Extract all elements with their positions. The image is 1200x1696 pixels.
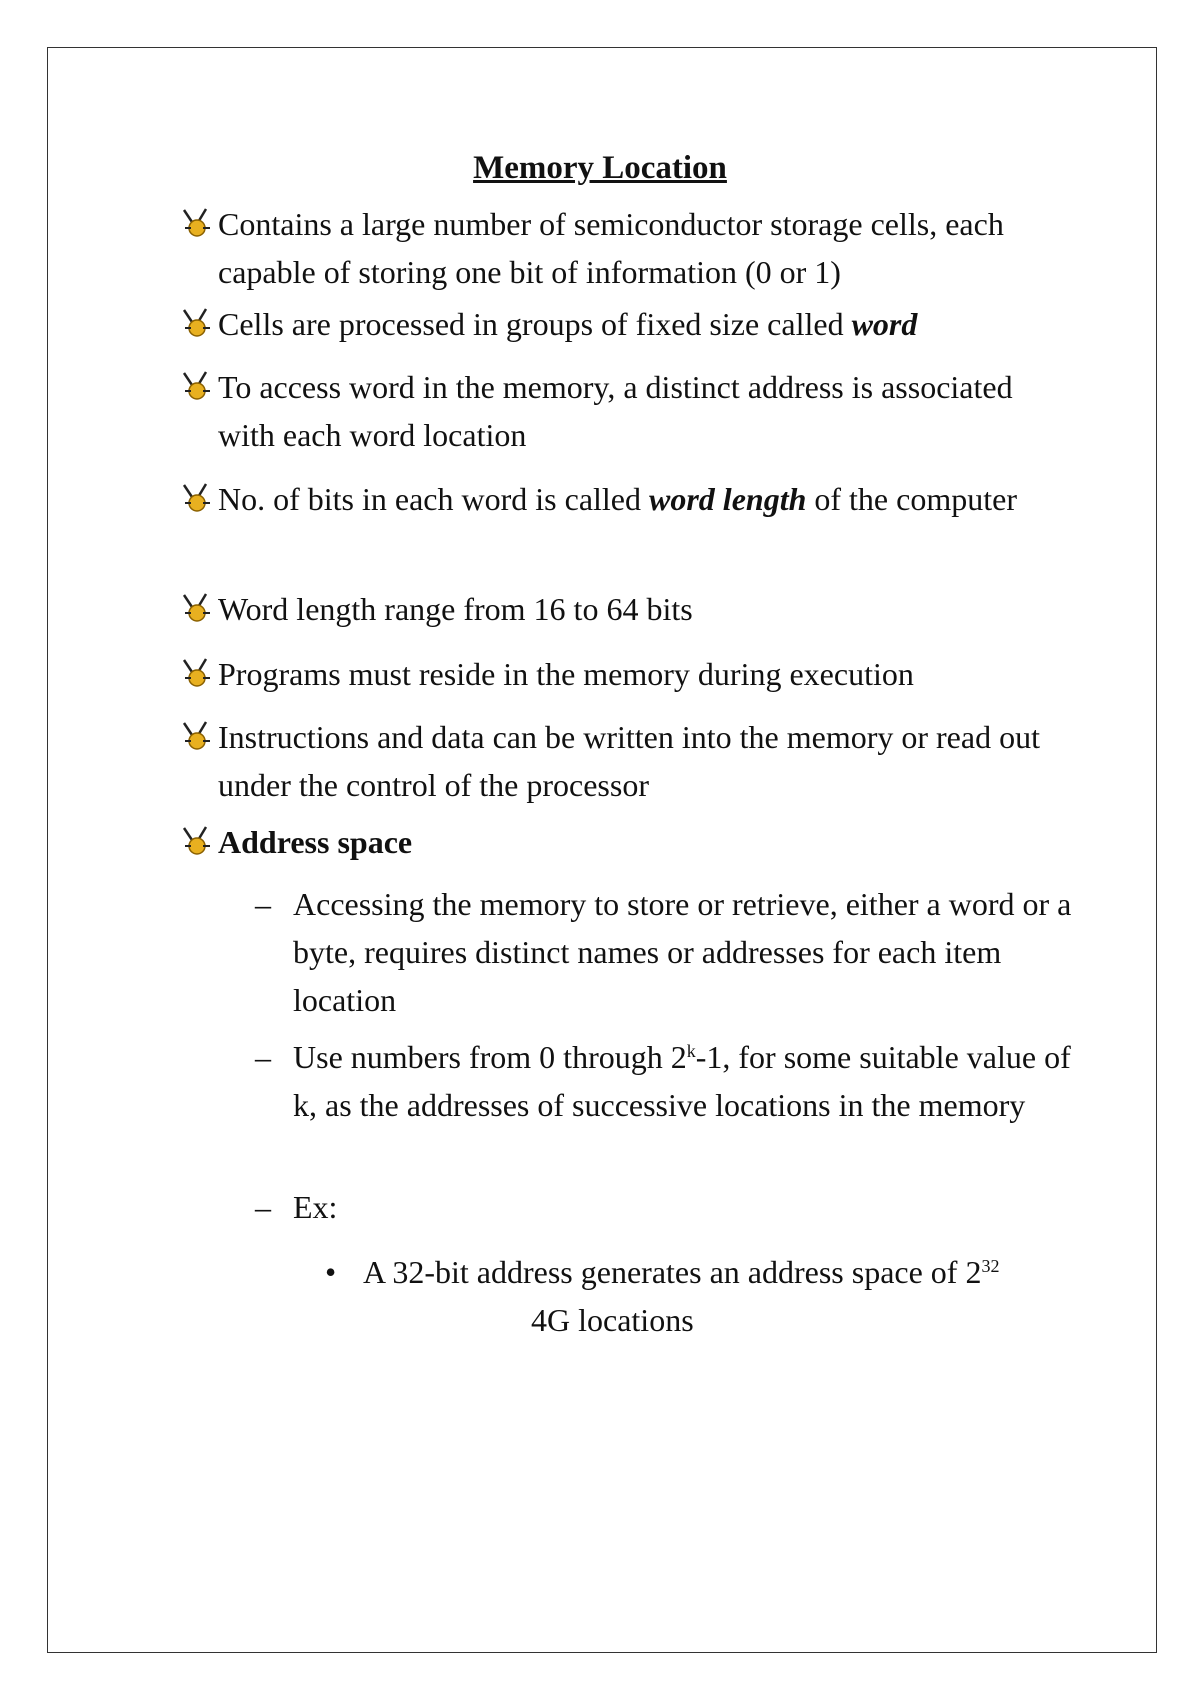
subsub-item bbox=[325, 1248, 1085, 1344]
bullet-item bbox=[180, 585, 1060, 633]
bullet-text: Contains a large number of semiconductor storage cells, each capable of storing one bit of information (0 or 1) bbox=[218, 206, 1004, 290]
sub-item-text: Use numbers from 0 through 2$^k$-1, for some suitable value of k, as the addresses of successive locations in the memory bbox=[293, 1039, 1071, 1123]
dash-marker: – bbox=[255, 886, 271, 922]
bullet-text: No. of bits in each word is called word length of the computer bbox=[218, 481, 1017, 517]
sub-item-text: Ex: bbox=[293, 1189, 338, 1225]
bug-bullet-icon bbox=[180, 657, 214, 691]
bullet-text: Address space bbox=[218, 824, 413, 860]
bug-bullet-icon bbox=[180, 207, 214, 241]
bullet-text: Instructions and data can be written into the memory or read out under the control of the processor bbox=[218, 719, 1040, 803]
page-title: Memory Location bbox=[473, 150, 727, 186]
bullet-text: Programs must reside in the memory during execution bbox=[218, 656, 914, 692]
bug-bullet-icon bbox=[180, 370, 214, 404]
sub-item bbox=[255, 1033, 1075, 1129]
bug-bullet-icon bbox=[180, 592, 214, 626]
bullet-item bbox=[180, 650, 1060, 698]
sub-item-text: Accessing the memory to store or retrieve, either a word or a byte, requires distinct names or addresses for each item location bbox=[293, 886, 1072, 1018]
bullet-item bbox=[180, 363, 1060, 459]
subsub-item-text: A 32-bit address generates an address space of $2^{32}4G$ locations bbox=[363, 1254, 1000, 1338]
bug-bullet-icon bbox=[180, 720, 214, 754]
bullet-text: To access word in the memory, a distinct address is associated with each word location bbox=[218, 369, 1013, 453]
bug-bullet-icon bbox=[180, 307, 214, 341]
bullet-item bbox=[180, 818, 1060, 866]
sub-item bbox=[255, 1183, 1075, 1231]
dash-marker: – bbox=[255, 1039, 271, 1075]
bullet-text: Word length range from 16 to 64 bits bbox=[218, 591, 693, 627]
dash-marker: – bbox=[255, 1189, 271, 1225]
bullet-item bbox=[180, 200, 1060, 296]
bullet-emphasis: word length bbox=[649, 481, 807, 517]
dot-marker: • bbox=[325, 1254, 337, 1290]
bug-bullet-icon bbox=[180, 482, 214, 516]
bullet-item bbox=[180, 713, 1060, 809]
sub-item bbox=[255, 880, 1075, 1024]
bullet-item bbox=[180, 300, 1060, 348]
bug-bullet-icon bbox=[180, 825, 214, 859]
address-space-result: 4G locations bbox=[531, 1302, 694, 1338]
bullet-item bbox=[180, 475, 1060, 523]
bullet-text: Cells are processed in groups of fixed size called word bbox=[218, 306, 918, 342]
bullet-emphasis: word bbox=[851, 306, 918, 342]
